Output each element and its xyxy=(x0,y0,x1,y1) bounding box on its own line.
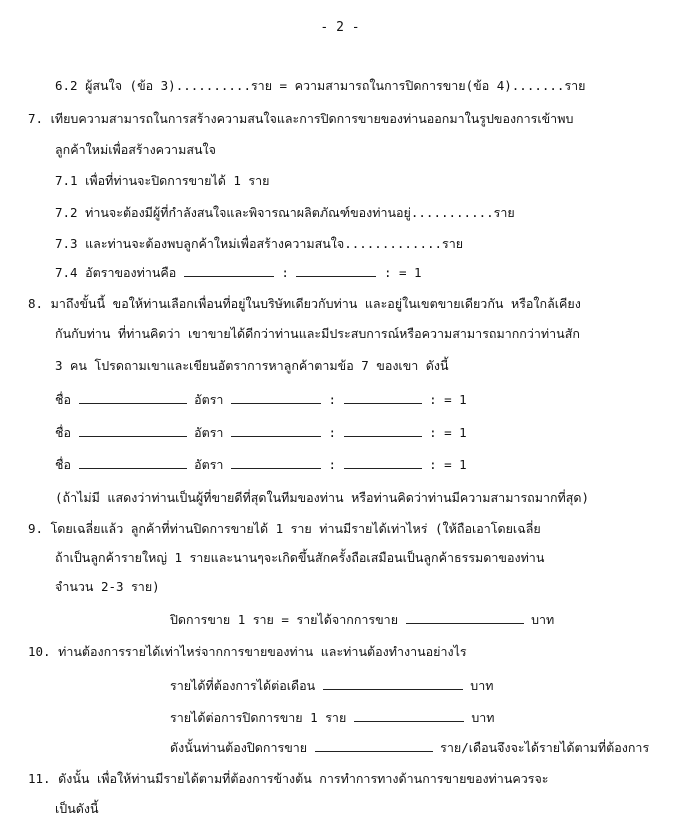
question-8-line-3: 3 คน โปรดถามเขาและเขียนอัตราการหาลูกค้าตามข้อ 7 ของเขา ดังนี้ xyxy=(55,358,449,373)
question-9-line-3: จำนวน 2-3 ราย) xyxy=(55,579,160,594)
item-7-3: 7.3 และท่านจะต้องพบลูกค้าใหม่เพื่อสร้างความสนใจ.............ราย xyxy=(55,236,464,251)
rate-label: อัตรา xyxy=(194,457,224,472)
sales-needed-label: ดังนั้นท่านต้องปิดการขาย xyxy=(170,740,308,755)
question-7-line-2: ลูกค้าใหม่เพื่อสร้างความสนใจ xyxy=(55,142,216,157)
item-7-2: 7.2 ท่านจะต้องมีผู้ที่กำลังสนใจและพิจารณาผลิตภัณฑ์ของท่านอยู่...........ราย xyxy=(55,205,515,220)
name-blank[interactable] xyxy=(79,424,187,437)
rate-colon: : xyxy=(328,392,337,407)
per-sale-unit: บาท xyxy=(471,710,495,725)
rate-label: อัตรา xyxy=(194,425,224,440)
friend-row-1 xyxy=(55,391,467,408)
rate-colon: : xyxy=(328,457,337,472)
name-label: ชื่อ xyxy=(55,457,71,472)
question-8-note: (ถ้าไม่มี แสดงว่าท่านเป็นผู้ที่ขายดีที่สุดในทีมของท่าน หรือท่านคิดว่าท่านมีความสามารถมากที่สุด) xyxy=(55,490,590,505)
question-8-line-2: กันกับท่าน ที่ท่านคิดว่า เขาขายได้ดีกว่าท่านและมีประสบการณ์หรือความสามารถมากกว่าท่านสัก xyxy=(55,326,580,341)
item-7-1: 7.1 เพื่อที่ท่านจะปิดการขายได้ 1 ราย xyxy=(55,173,270,188)
rate-equals-one: : = 1 xyxy=(429,392,467,407)
per-sale-label: รายได้ต่อการปิดการขาย 1 ราย xyxy=(170,710,347,725)
name-label: ชื่อ xyxy=(55,392,71,407)
item-7-4-label: 7.4 อัตราของท่านคือ xyxy=(55,265,177,280)
per-sale-blank[interactable] xyxy=(354,709,464,722)
rate-blank-1[interactable] xyxy=(184,264,274,277)
question-9-line-1: 9. โดยเฉลี่ยแล้ว ลูกค้าที่ท่านปิดการขายได้ 1 ราย ท่านมีรายได้เท่าไหร่ (ให้ถือเอาโดยเฉลี่ย xyxy=(28,521,541,536)
rate-blank-2[interactable] xyxy=(296,264,376,277)
question-10-line-1: 10. ท่านต้องการรายได้เท่าไหร่จากการขายของท่าน และท่านต้องทำงานอย่างไร xyxy=(28,644,467,659)
rate-blank[interactable] xyxy=(231,456,321,469)
name-label: ชื่อ xyxy=(55,425,71,440)
sales-needed-blank[interactable] xyxy=(315,739,433,752)
question-11-line-1: 11. ดังนั้น เพื่อให้ท่านมีรายได้ตามที่ต้องการข้างต้น การทำการทางด้านการขายของท่านควรจะ xyxy=(28,771,549,786)
question-7-line-1: 7. เทียบความสามารถในการสร้างความสนใจและการปิดการขายของท่านออกมาในรูปของการเข้าพบ xyxy=(28,111,574,126)
question-10-income-row xyxy=(170,677,493,694)
sales-needed-unit: ราย/เดือนจึงจะได้รายได้ตามที่ต้องการ xyxy=(440,740,650,755)
name-blank[interactable] xyxy=(79,456,187,469)
rate-blank[interactable] xyxy=(231,424,321,437)
calc-label: ปิดการขาย 1 ราย = รายได้จากการขาย xyxy=(170,612,399,627)
question-8-line-1: 8. มาถึงขั้นนี้ ขอให้ท่านเลือกเพื่อนที่อยู่ในบริษัทเดียวกับท่าน และอยู่ในเขตขายเดียวกัน หรือใกล้เคียง xyxy=(28,296,581,311)
item-6-2: 6.2 ผู้สนใจ (ข้อ 3)..........ราย = ความสามารถในการปิดการขาย(ข้อ 4).......ราย xyxy=(55,78,586,93)
rate-equals-one: : = 1 xyxy=(429,457,467,472)
monthly-income-unit: บาท xyxy=(470,678,494,693)
question-9-line-2: ถ้าเป็นลูกค้ารายใหญ่ 1 รายและนานๆจะเกิดขึ้นสักครั้งถือเสมือนเป็นลูกค้าธรรมดาของท่าน xyxy=(55,550,545,565)
rate-colon: : xyxy=(281,265,289,280)
income-per-sale-blank[interactable] xyxy=(406,611,524,624)
question-10-sales-needed-row xyxy=(170,739,649,756)
rate-blank[interactable] xyxy=(344,424,422,437)
rate-label: อัตรา xyxy=(194,392,224,407)
item-7-4 xyxy=(55,264,422,281)
rate-blank[interactable] xyxy=(344,391,422,404)
rate-equals-one: : = 1 xyxy=(429,425,467,440)
question-9-calc xyxy=(170,611,554,628)
calc-unit: บาท xyxy=(531,612,555,627)
rate-blank[interactable] xyxy=(344,456,422,469)
question-10-per-sale-row xyxy=(170,709,495,726)
name-blank[interactable] xyxy=(79,391,187,404)
rate-equals-one: : = 1 xyxy=(383,265,422,280)
monthly-income-label: รายได้ที่ต้องการได้ต่อเดือน xyxy=(170,678,316,693)
rate-colon: : xyxy=(328,425,337,440)
rate-blank[interactable] xyxy=(231,391,321,404)
monthly-income-blank[interactable] xyxy=(323,677,463,690)
question-11-line-2: เป็นดังนี้ xyxy=(55,801,99,816)
friend-row-3 xyxy=(55,456,467,473)
friend-row-2 xyxy=(55,424,467,441)
page-number: - 2 - xyxy=(320,20,360,35)
